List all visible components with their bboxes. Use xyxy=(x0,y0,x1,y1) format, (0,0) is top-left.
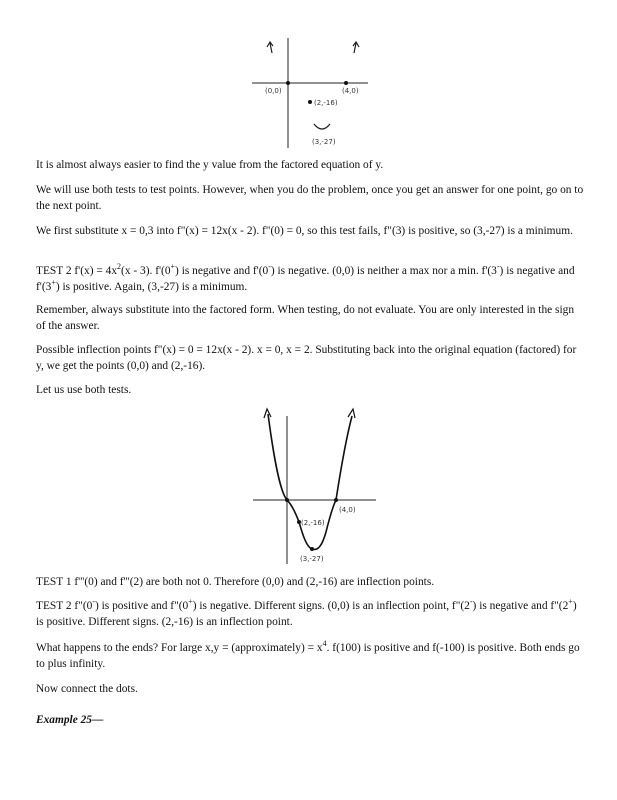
p4-sup-3: - xyxy=(268,262,271,272)
p9-sup-4: + xyxy=(568,597,573,607)
paragraph-4-test2 xyxy=(36,263,584,295)
quartic-graph-svg xyxy=(250,404,380,566)
p9-sup-3: - xyxy=(469,597,473,607)
paragraph-9-test2 xyxy=(36,598,584,630)
paragraph-7: Let us use both tests. xyxy=(36,384,132,396)
paragraph-6: Possible inflection points f"(x) = 0 = 12x(x - 2). x = 0, x = 2. Substituting back into the original equation (factored) for y, we get the points (0,0) and (2,-16). xyxy=(36,344,577,372)
label-2-neg16: (2,-16) xyxy=(301,519,325,527)
points-sketch-figure xyxy=(250,36,370,148)
example-heading: Example 25— xyxy=(36,714,104,726)
label-minimum: (3,-27) xyxy=(300,555,324,563)
p4-text-f: ) is positive. Again, (3,-27) is a minimum. xyxy=(55,281,248,293)
p4-sup-2: + xyxy=(170,262,176,272)
p9-text-b: ) is positive and f"(0 xyxy=(95,600,189,612)
p4-sup-5: + xyxy=(51,278,56,288)
paragraph-5: Remember, always substitute into the factored form. When testing, do not evaluate. You are only interested in the sign of the answer. xyxy=(36,304,575,332)
points-sketch-svg xyxy=(250,36,370,148)
label-4-0: (4,0) xyxy=(339,506,356,514)
paragraph-2: We will use both tests to test points. However, when you do the problem, once you get an answer for one point, go on to the next point. xyxy=(36,184,584,212)
minimum-cup xyxy=(314,124,330,129)
paragraph-3: We first substitute x = 0,3 into f"(x) = 12x(x - 2). f"(0) = 0, so this test fails, f"(3) is positive, so (3,-27) is a minimum. xyxy=(36,225,573,237)
p10-text-a: What happens to the ends? For large x,y = (approximately) = x xyxy=(36,642,323,654)
label-4-0: (4,0) xyxy=(342,87,359,95)
p4-text-c: ) is negative and f'(0 xyxy=(175,265,269,277)
p4-text-d: ) is negative. (0,0) is neither a max nor a min. f'(3 xyxy=(270,265,497,277)
point-4-0 xyxy=(344,81,348,85)
left-arrow-head xyxy=(264,409,271,418)
quartic-graph-figure xyxy=(250,404,380,566)
right-end-arrow xyxy=(353,42,359,53)
curve xyxy=(268,414,352,549)
p4-sup-4: - xyxy=(496,262,500,272)
p4-sup-1: 2 xyxy=(117,262,122,272)
p4-text-b: (x - 3). f'(0 xyxy=(121,265,171,277)
p9-text-d: ) is negative and f"(2 xyxy=(472,600,569,612)
p9-text-a: TEST 2 f"(0 xyxy=(36,600,93,612)
p10-sup-1: 4 xyxy=(322,639,327,649)
p10-text-b: . f(100) is positive and f(-100) is positive. Both ends go to plus infinity. xyxy=(36,642,580,670)
label-minimum: (3,-27) xyxy=(312,138,336,146)
p9-sup-1: - xyxy=(92,597,95,607)
paragraph-1: It is almost always easier to find the y value from the factored equation of y. xyxy=(36,159,384,171)
p9-text-e: ) is positive. Different signs. (2,-16) is an inflection point. xyxy=(36,600,577,628)
point-4-0 xyxy=(334,498,338,502)
label-origin: (0,0) xyxy=(265,87,282,95)
paragraph-10 xyxy=(36,640,584,672)
left-end-arrow xyxy=(267,42,273,53)
point-minimum xyxy=(310,547,314,551)
point-2-neg16 xyxy=(308,100,312,104)
point-origin xyxy=(285,498,289,502)
point-origin xyxy=(286,81,290,85)
label-2-neg16: (2,-16) xyxy=(314,99,338,107)
paragraph-8: TEST 1 f'''(0) and f'''(2) are both not 0. Therefore (0,0) and (2,-16) are inflection points. xyxy=(36,576,435,588)
p4-text-a: TEST 2 f'(x) = 4x xyxy=(36,265,118,277)
paragraph-11: Now connect the dots. xyxy=(36,683,138,695)
p9-sup-2: + xyxy=(188,597,193,607)
p4-text-e: ) is negative and f'(3 xyxy=(36,265,575,293)
p9-text-c: ) is negative. Different signs. (0,0) is an inflection point, f"(2 xyxy=(192,600,470,612)
